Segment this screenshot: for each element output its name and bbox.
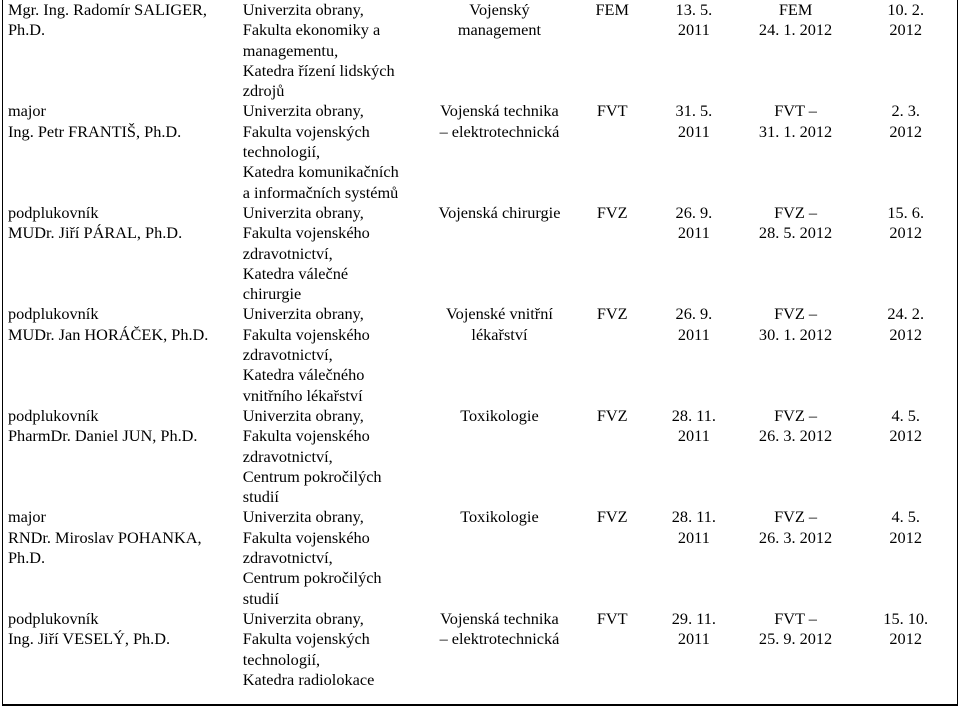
approval-date-line: FVZ – (774, 405, 818, 425)
start-date-line: 2011 (677, 20, 710, 40)
end-date-line: 2012 (889, 121, 922, 141)
candidate-name-cell (3, 304, 239, 405)
approval-date-cell (737, 203, 855, 304)
institution-line: Katedra řízení lidských (242, 60, 395, 80)
end-date-line: 2012 (889, 223, 922, 243)
field-line: lékařství (471, 324, 528, 344)
institution-line: Univerzita obrany, (242, 304, 364, 324)
candidate-name-cell (3, 609, 239, 705)
field-line: – elektrotechnická (439, 629, 560, 649)
faculty-text: FVZ (596, 405, 628, 425)
candidate-name-line: RNDr. Miroslav POHANKA, (8, 527, 202, 547)
approval-date-cell (737, 101, 855, 202)
faculty-cell (573, 507, 651, 608)
table-row (3, 203, 957, 304)
field-cell (426, 203, 574, 304)
end-date-line: 2012 (889, 527, 922, 547)
faculty-text: FVT (596, 101, 628, 121)
institution-line: Univerzita obrany, (242, 608, 364, 628)
habilitation-table (3, 0, 957, 705)
institution-line: zdravotnictví, (242, 243, 333, 263)
candidate-name-line: Ing. Jiří VESELÝ, Ph.D. (8, 629, 171, 649)
start-date-line: 28. 11. (671, 405, 716, 425)
table-row (3, 101, 957, 202)
institution-line: Fakulta vojenských (242, 121, 370, 141)
end-date-line: 10. 2. (887, 0, 925, 19)
start-date-line: 2011 (677, 121, 710, 141)
start-date-line: 2011 (677, 223, 710, 243)
field-cell (426, 304, 574, 405)
approval-date-cell (737, 507, 855, 608)
institution-line: technologií, (242, 142, 321, 162)
faculty-cell (573, 609, 651, 705)
field-cell (426, 406, 574, 507)
institution-line: technologií, (242, 649, 321, 669)
table-row (3, 304, 957, 405)
field-line: Vojenská technika (440, 101, 559, 121)
field-line: Toxikologie (460, 507, 539, 527)
start-date-line: 26. 9. (675, 202, 713, 222)
approval-date-cell (737, 609, 855, 705)
candidate-name-cell (3, 0, 239, 101)
candidate-name-line: Mgr. Ing. Radomír SALIGER, (8, 0, 207, 19)
candidate-name-line: PharmDr. Daniel JUN, Ph.D. (8, 426, 198, 446)
institution-line: chirurgie (242, 284, 302, 304)
institution-cell (239, 304, 426, 405)
approval-date-line: 28. 5. 2012 (758, 223, 833, 243)
end-date-cell (854, 203, 957, 304)
candidate-name-line: podplukovník (8, 608, 99, 628)
candidate-name-line: major (8, 101, 46, 121)
field-line: management (457, 20, 542, 40)
start-date-line: 13. 5. (675, 0, 713, 19)
approval-date-line: 24. 1. 2012 (758, 20, 833, 40)
institution-line: Univerzita obrany, (242, 202, 364, 222)
table-body (3, 0, 957, 705)
end-date-line: 2012 (889, 20, 922, 40)
approval-date-line: 25. 9. 2012 (758, 629, 833, 649)
institution-line: vnitřního lékařství (242, 385, 363, 405)
candidate-name-line: Ph.D. (8, 548, 46, 568)
table-frame (2, 0, 958, 706)
end-date-line: 4. 5. (891, 405, 920, 425)
field-cell (426, 101, 574, 202)
approval-date-line: FVT – (774, 101, 817, 121)
start-date-cell (651, 304, 737, 405)
candidate-name-cell (3, 203, 239, 304)
candidate-name-line: Ph.D. (8, 20, 46, 40)
field-cell (426, 0, 574, 101)
institution-line: Fakulta vojenského (242, 223, 370, 243)
institution-cell (239, 203, 426, 304)
end-date-line: 2012 (889, 629, 922, 649)
institution-line: Katedra komunikačních (242, 162, 399, 182)
institution-line: Univerzita obrany, (242, 507, 364, 527)
field-cell (426, 609, 574, 705)
institution-line: zdrojů (242, 81, 285, 101)
table-row (3, 507, 957, 608)
faculty-cell (573, 0, 651, 101)
table-row (3, 406, 957, 507)
approval-date-line: 31. 1. 2012 (758, 121, 833, 141)
faculty-cell (573, 304, 651, 405)
institution-line: studií (242, 487, 279, 507)
candidate-name-line: major (8, 507, 46, 527)
end-date-cell (854, 0, 957, 101)
start-date-line: 26. 9. (675, 304, 713, 324)
institution-line: Katedra válečné (242, 263, 349, 283)
candidate-name-line: podplukovník (8, 202, 99, 222)
field-line: Vojenský (469, 0, 530, 19)
faculty-text: FEM (595, 0, 629, 19)
end-date-cell (854, 406, 957, 507)
end-date-cell (854, 609, 957, 705)
approval-date-line: FVZ – (774, 304, 818, 324)
institution-cell (239, 406, 426, 507)
institution-line: zdravotnictví, (242, 446, 333, 466)
faculty-text: FVZ (596, 304, 628, 324)
start-date-cell (651, 0, 737, 101)
institution-line: Fakulta vojenského (242, 426, 370, 446)
faculty-cell (573, 203, 651, 304)
institution-cell (239, 0, 426, 101)
end-date-line: 2012 (889, 426, 922, 446)
table-row (3, 609, 957, 705)
approval-date-cell (737, 0, 855, 101)
end-date-line: 2. 3. (891, 101, 920, 121)
end-date-line: 24. 2. (887, 304, 925, 324)
approval-date-line: 26. 3. 2012 (758, 426, 833, 446)
approval-date-line: FEM (778, 0, 813, 19)
end-date-line: 15. 6. (887, 202, 925, 222)
start-date-line: 2011 (677, 527, 710, 547)
field-line: Vojenská technika (440, 608, 559, 628)
faculty-text: FVT (596, 608, 628, 628)
faculty-text: FVZ (596, 507, 628, 527)
field-line: – elektrotechnická (439, 121, 560, 141)
candidate-name-line: Ing. Petr FRANTIŠ, Ph.D. (8, 121, 182, 141)
approval-date-line: FVZ – (774, 202, 818, 222)
approval-date-line: FVT – (774, 608, 817, 628)
institution-line: Centrum pokročilých (242, 466, 382, 486)
institution-cell (239, 101, 426, 202)
candidate-name-line: podplukovník (8, 304, 99, 324)
approval-date-line: 26. 3. 2012 (758, 527, 833, 547)
institution-line: Fakulta vojenských (242, 629, 370, 649)
start-date-cell (651, 203, 737, 304)
start-date-cell (651, 101, 737, 202)
institution-line: Fakulta vojenského (242, 527, 370, 547)
faculty-text: FVZ (596, 202, 628, 222)
faculty-cell (573, 406, 651, 507)
institution-line: managementu, (242, 40, 339, 60)
field-line: Toxikologie (460, 405, 539, 425)
approval-date-cell (737, 304, 855, 405)
end-date-line: 15. 10. (883, 608, 929, 628)
table-row (3, 0, 957, 101)
institution-line: zdravotnictví, (242, 548, 333, 568)
faculty-cell (573, 101, 651, 202)
institution-line: Univerzita obrany, (242, 101, 364, 121)
institution-line: Fakulta vojenského (242, 324, 370, 344)
candidate-name-cell (3, 507, 239, 608)
candidate-name-line: MUDr. Jan HORÁČEK, Ph.D. (8, 324, 209, 344)
institution-line: Centrum pokročilých (242, 568, 382, 588)
end-date-cell (854, 507, 957, 608)
institution-cell (239, 507, 426, 608)
field-line: Vojenská chirurgie (438, 202, 561, 222)
candidate-name-line: podplukovník (8, 405, 99, 425)
start-date-line: 28. 11. (671, 507, 716, 527)
start-date-line: 2011 (677, 629, 710, 649)
institution-line: Univerzita obrany, (242, 0, 364, 19)
institution-line: zdravotnictví, (242, 345, 333, 365)
end-date-line: 2012 (889, 324, 922, 344)
start-date-cell (651, 507, 737, 608)
institution-cell (239, 609, 426, 705)
field-cell (426, 507, 574, 608)
start-date-cell (651, 609, 737, 705)
candidate-name-line: MUDr. Jiří PÁRAL, Ph.D. (8, 223, 183, 243)
field-line: Vojenské vnitřní (446, 304, 553, 324)
end-date-line: 4. 5. (891, 507, 920, 527)
start-date-line: 2011 (677, 426, 710, 446)
approval-date-cell (737, 406, 855, 507)
candidate-name-cell (3, 406, 239, 507)
end-date-cell (854, 304, 957, 405)
candidate-name-cell (3, 101, 239, 202)
institution-line: Univerzita obrany, (242, 405, 364, 425)
institution-line: a informačních systémů (242, 182, 399, 202)
approval-date-line: FVZ – (774, 507, 818, 527)
start-date-cell (651, 406, 737, 507)
institution-line: Katedra válečného (242, 365, 365, 385)
institution-line: Fakulta ekonomiky a (242, 20, 381, 40)
end-date-cell (854, 101, 957, 202)
start-date-line: 31. 5. (675, 101, 713, 121)
start-date-line: 2011 (677, 324, 710, 344)
institution-line: studií (242, 588, 279, 608)
institution-line: Katedra radiolokace (242, 669, 375, 689)
approval-date-line: 30. 1. 2012 (758, 324, 833, 344)
start-date-line: 29. 11. (671, 608, 716, 628)
